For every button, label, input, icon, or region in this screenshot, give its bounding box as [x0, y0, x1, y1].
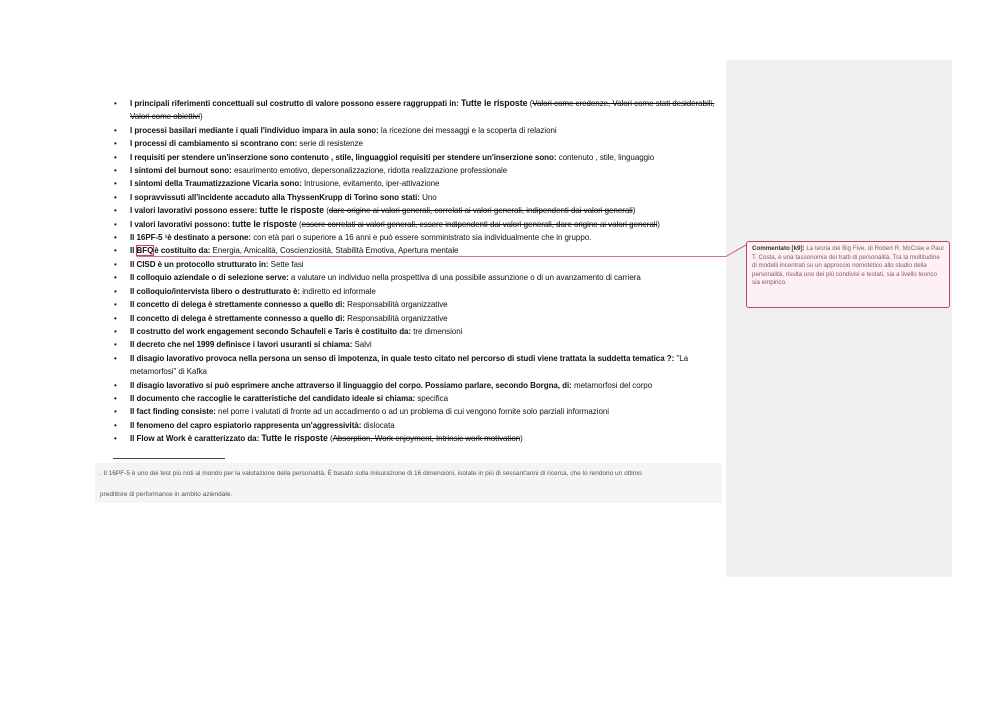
- list-item: • I sintomi della Traumatizzazione Vicaria sono: Intrusione, evitamento, iper-attivazione: [112, 177, 722, 190]
- list-item-bfq: • Il BFQè costituito da: Energia, Amicalità, Coscienziosità, Stabilità Emotiva, Apertura mentale: [112, 244, 722, 257]
- list-item: • I sintomi del burnout sono: esaurimento emotivo, depersonalizzazione, ridotta realizzazione professionale: [112, 164, 722, 177]
- list-item: • Il disagio lavorativo si può esprimere anche attraverso il linguaggio del corpo. Possiamo parlare, secondo Borgna, di: metamorfosi del corpo: [112, 379, 722, 392]
- list-item: • Il colloquio/intervista libero o destrutturato è: indiretto ed informale: [112, 285, 722, 298]
- question-list: [112, 97, 722, 446]
- list-item: • I valori lavorativi possono essere: tutte le risposte (dare origine ai valori generali, correlati ai valori generali, indipendenti dai valori generali): [112, 204, 722, 217]
- list-item: • Il concetto di delega è strettamente connesso a quello di: Responsabilità organizzative: [112, 298, 722, 311]
- comment-anchor-bfq[interactable]: BFQ: [136, 246, 154, 256]
- list-item: • Il disagio lavorativo provoca nella persona un senso di impotenza, in quale testo citato nel percorso di studi viene trattata la suddetta tematica ?: "La metamorfosi" di Kafka: [112, 352, 722, 379]
- list-item: • Il 16PF-5 ¹è destinato a persone: con età pari o superiore a 16 anni e può essere somministrato sia individualmente che in gruppo.: [112, 231, 722, 244]
- list-item: • I processi di cambiamento si scontrano con: serie di resistenze: [112, 137, 722, 150]
- list-item: • I principali riferimenti concettuali sul costrutto di valore possono essere raggruppati in: Tutte le risposte (Valori come credenze, Valori come stati desiderabili, Valori come obiettivi): [112, 97, 722, 124]
- list-item: • Il CISD è un protocollo strutturato in: Sette fasi: [112, 258, 722, 271]
- list-item: • Il colloquio aziendale o di selezione serve: a valutare un individuo nella prospettiva di una possibile assunzione o di un avanzamento di carriera: [112, 271, 722, 284]
- footnote-separator: [113, 458, 225, 459]
- list-item: • Il fenomeno del capro espiatorio rappresenta un'aggressività: dislocata: [112, 419, 722, 432]
- list-item: • I sopravvissuti all'incidente accaduto alla ThyssenKrupp di Torino sono stati: Uno: [112, 191, 722, 204]
- comment-margin-pane: [726, 60, 952, 577]
- list-item: • Il documento che raccoglie le caratteristiche del candidato ideale si chiama: specifica: [112, 392, 722, 405]
- footnote: [95, 463, 722, 503]
- list-item: • Il decreto che nel 1999 definisce i lavori usuranti si chiama: Salvi: [112, 338, 722, 351]
- list-item: • Il fact finding consiste: nel porre i valutati di fronte ad un accadimento o ad un problema di cui vengono fornite solo parziali informazioni: [112, 405, 722, 418]
- list-item: • I requisiti per stendere un'inserzione sono contenuto , stile, linguaggioI requisiti per stendere un'inserzione sono: contenuto , stile, linguaggio: [112, 151, 722, 164]
- list-item: • I valori lavorativi possono: tutte le risposte (essere correlati ai valori generali, essere indipendenti dai valori generali, dare origine ai valori generali): [112, 218, 722, 231]
- list-item: • Il concetto di delega è strettamente connesso a quello di: Responsabilità organizzative: [112, 312, 722, 325]
- footnote-line-1: . Il 16PF-5 è uno dei test più noti al mondo per la valutazione della personalità. È basato sulla misurazione di 16 dimensioni, isolate in più di sessant'anni di ricerca, che lo rendono un ottimo: [100, 470, 642, 477]
- comment-balloon[interactable]: [746, 241, 950, 308]
- list-item: • Il Flow at Work è caratterizzato da: Tutte le risposte (Absorption, Work enjoyment, Intrinsic work motivation): [112, 432, 722, 445]
- footnote-line-2: predittore di performance in ambito aziendale.: [100, 491, 233, 498]
- comment-text: La teoria dei Big Five, di Robert R. McCrae e Paul T. Costa, è una tassonomia dei tratti di personalità. Tra la moltitudine di modelli incentrati su un approccio nomotetico allo studio della personalità, risulta uno dei più condivisi e testati, sia a livello teorico sia empirico.: [752, 245, 944, 287]
- list-item: • I processi basilari mediante i quali l'individuo impara in aula sono: la ricezione dei messaggi e la scoperta di relazioni: [112, 124, 722, 137]
- list-item: • Il costrutto del work engagement secondo Schaufeli e Taris è costituito da: tre dimensioni: [112, 325, 722, 338]
- comment-author: Commentato [k9]:: [752, 245, 805, 252]
